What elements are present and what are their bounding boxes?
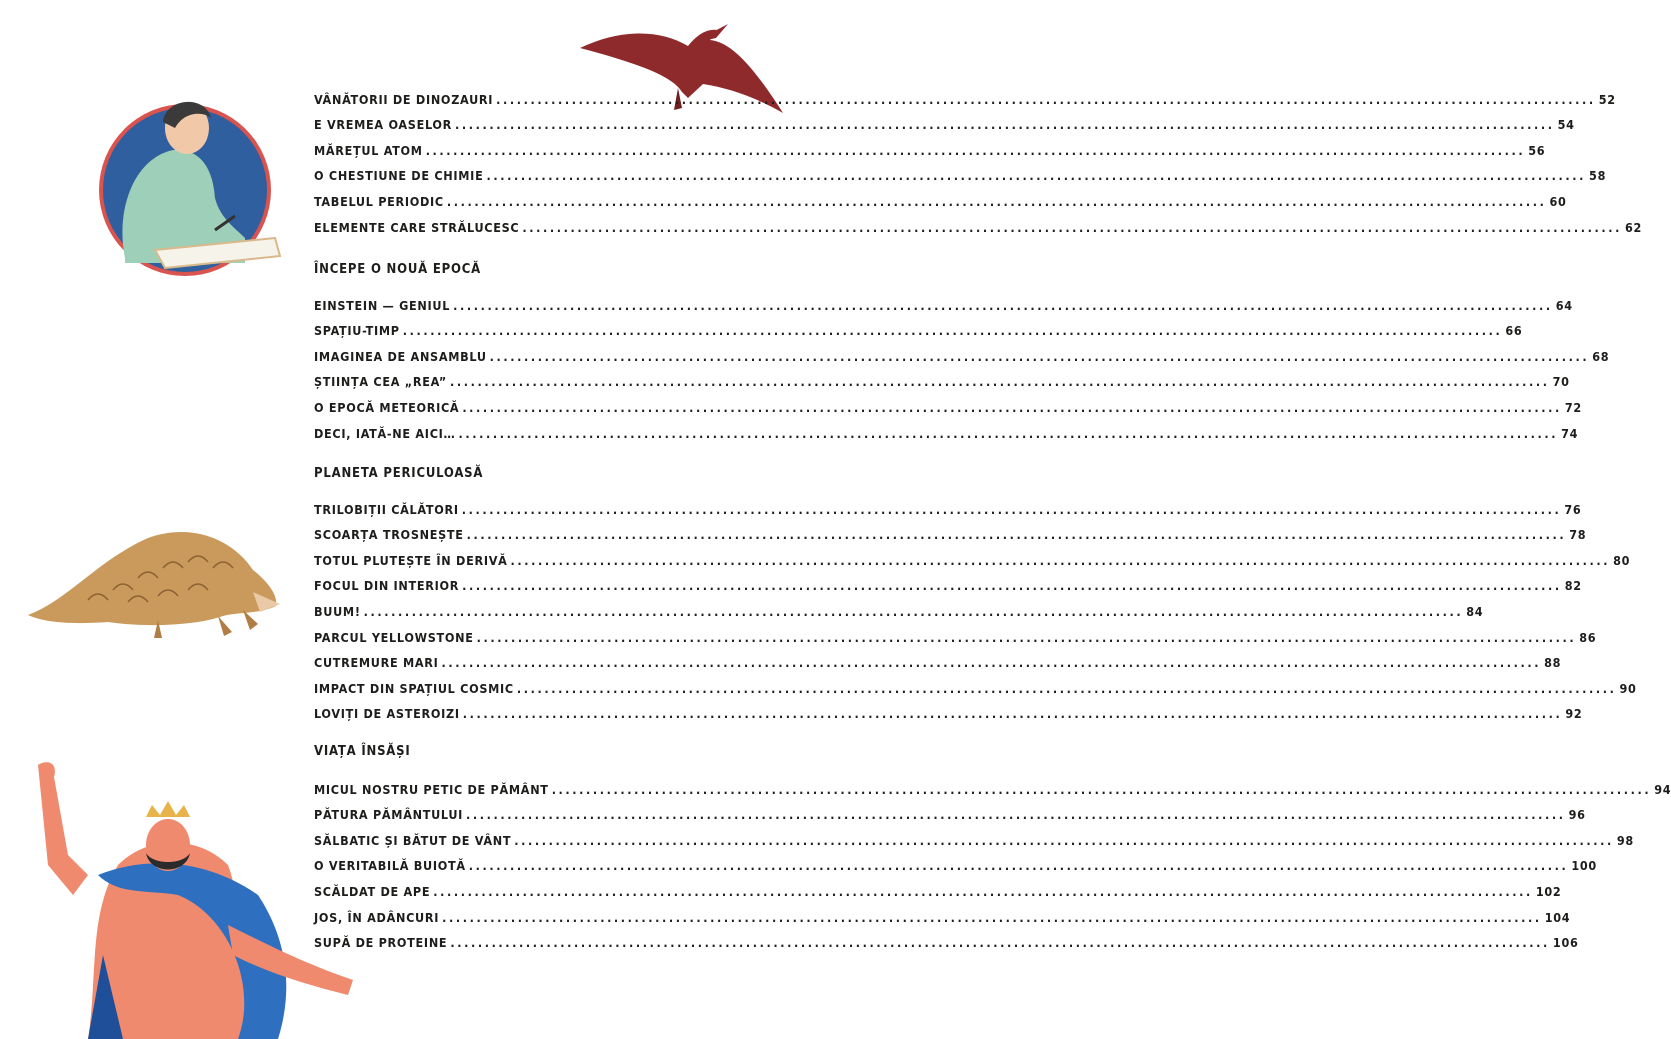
section-heading: VIAȚA ÎNSĂȘI: [314, 744, 411, 759]
toc-entry-page-number: 84: [1466, 603, 1484, 619]
toc-entry-title: IMAGINEA DE ANSAMBLU: [314, 348, 487, 364]
dot-leader: ................................................................................................................................................................: [442, 909, 1542, 925]
scientist-writing-illustration: [95, 88, 285, 283]
toc-entry[interactable]: [314, 157, 1607, 184]
toc-entry[interactable]: [314, 644, 1562, 671]
toc-entry-title: BUUM!: [314, 603, 361, 619]
dot-leader: ................................................................................................................................................................: [455, 117, 1555, 133]
dot-leader: ................................................................................................................................................................: [466, 807, 1566, 823]
toc-entry[interactable]: [314, 796, 1586, 823]
toc-entry-title: PĂTURA PĂMÂNTULUI: [314, 807, 464, 823]
toc-entry[interactable]: [314, 106, 1575, 133]
toc-entry[interactable]: [314, 567, 1582, 594]
toc-entry-page-number: 80: [1613, 552, 1631, 568]
toc-entry-page-number: 102: [1535, 883, 1562, 899]
crowned-king-illustration: [28, 755, 363, 1039]
toc-entry-title: O CHESTIUNE DE CHIMIE: [314, 168, 484, 184]
toc-entry-page-number: 66: [1505, 323, 1523, 339]
toc-entry[interactable]: [314, 924, 1579, 951]
toc-entry[interactable]: [314, 618, 1597, 645]
toc-entry-title: SĂLBATIC ȘI BĂTUT DE VÂNT: [314, 832, 512, 848]
dot-leader: ................................................................................................................................................................: [462, 399, 1562, 415]
section-heading: PLANETA PERICULOASĂ: [314, 466, 484, 481]
dot-leader: ................................................................................................................................................................: [462, 578, 1562, 594]
toc-entry-title: CUTREMURE MARI: [314, 655, 439, 671]
dot-leader: ................................................................................................................................................................: [496, 91, 1596, 107]
toc-entry-page-number: 100: [1571, 858, 1597, 874]
toc-entry[interactable]: [314, 770, 1671, 797]
toc-entry-page-number: 72: [1564, 399, 1582, 415]
toc-entry-page-number: 104: [1544, 909, 1571, 925]
toc-entry-page-number: 54: [1557, 117, 1575, 133]
toc-entry[interactable]: [314, 286, 1573, 313]
toc-entry-page-number: 70: [1552, 374, 1570, 390]
toc-entry-title: TOTUL PLUTEȘTE ÎN DERIVĂ: [314, 552, 508, 568]
toc-entry-page-number: 68: [1592, 348, 1610, 364]
toc-entry[interactable]: [314, 414, 1579, 441]
toc-entry-title: SCOARȚA TROSNEȘTE: [314, 527, 464, 543]
dot-leader: ................................................................................................................................................................: [441, 655, 1542, 671]
toc-entry-title: TRILOBIȚII CĂLĂTORI: [314, 501, 459, 517]
toc-entry[interactable]: [314, 516, 1587, 543]
dot-leader: ................................................................................................................................................................: [446, 193, 1547, 209]
toc-entry-page-number: 98: [1616, 832, 1634, 848]
toc-entry-page-number: 52: [1598, 91, 1616, 107]
toc-entry-title: PARCUL YELLOWSTONE: [314, 629, 474, 645]
toc-entry-page-number: 64: [1555, 297, 1573, 313]
toc-entry[interactable]: [314, 847, 1597, 874]
toc-entry-title: EINSTEIN — GENIUL: [314, 297, 451, 313]
toc-entry-title: MICUL NOSTRU PETIC DE PĂMÂNT: [314, 781, 549, 797]
toc-entry-page-number: 86: [1579, 629, 1597, 645]
dot-leader: ................................................................................................................................................................: [466, 527, 1567, 543]
toc-entry[interactable]: [314, 388, 1582, 415]
toc-entry-page-number: 88: [1544, 655, 1562, 671]
toc-entry-page-number: 74: [1561, 425, 1579, 441]
toc-entry[interactable]: [314, 490, 1582, 517]
dot-leader: ................................................................................................................................................................: [516, 680, 1617, 696]
toc-entry-title: E VREMEA OASELOR: [314, 117, 452, 133]
toc-entry[interactable]: [314, 821, 1634, 848]
toc-entry-title: FOCUL DIN INTERIOR: [314, 578, 460, 594]
toc-entry[interactable]: [314, 182, 1567, 209]
dot-leader: ................................................................................................................................................................: [551, 781, 1652, 797]
toc-entry-page-number: 92: [1565, 706, 1583, 722]
dot-leader: ................................................................................................................................................................: [486, 168, 1587, 184]
toc-entry-title: O EPOCĂ METEORICĂ: [314, 399, 460, 415]
toc-entry-page-number: 78: [1569, 527, 1587, 543]
toc-entry[interactable]: [314, 312, 1523, 339]
dot-leader: ................................................................................................................................................................: [476, 629, 1577, 645]
toc-entry-title: ȘTIINȚA CEA „REA”: [314, 374, 447, 390]
toc-entry-title: IMPACT DIN SPAȚIUL COSMIC: [314, 680, 514, 696]
toc-entry-page-number: 90: [1619, 680, 1637, 696]
toc-entry[interactable]: [314, 695, 1583, 722]
toc-entry-page-number: 58: [1589, 168, 1607, 184]
toc-entry-page-number: 106: [1552, 935, 1579, 951]
toc-entry-page-number: 62: [1624, 219, 1643, 235]
toc-entry[interactable]: [314, 872, 1562, 899]
toc-entry-page-number: 94: [1654, 781, 1671, 797]
dot-leader: ................................................................................................................................................................: [514, 832, 1614, 848]
toc-entry[interactable]: [314, 208, 1643, 235]
toc-entry[interactable]: [314, 363, 1570, 390]
toc-entry-page-number: 82: [1564, 578, 1582, 594]
toc-entry[interactable]: [314, 80, 1616, 107]
toc-entry[interactable]: [314, 337, 1610, 364]
toc-entry-title: VÂNĂTORII DE DINOZAURI: [314, 91, 494, 107]
dot-leader: ................................................................................................................................................................: [363, 603, 1464, 619]
dot-leader: ................................................................................................................................................................: [449, 374, 1550, 390]
toc-entry-page-number: 60: [1549, 193, 1567, 209]
toc-entry-title: ELEMENTE CARE STRĂLUCESC: [314, 219, 520, 235]
toc-entry[interactable]: [314, 131, 1546, 158]
dot-leader: ................................................................................................................................................................: [425, 142, 1526, 158]
dot-leader: ................................................................................................................................................................: [402, 323, 1503, 339]
toc-entry[interactable]: [314, 592, 1484, 619]
dot-leader: ................................................................................................................................................................: [522, 219, 1622, 235]
pangolin-illustration: [28, 520, 283, 645]
toc-entry-title: O VERITABILĂ BUIOTĂ: [314, 858, 466, 874]
dot-leader: ................................................................................................................................................................: [510, 552, 1611, 568]
toc-entry-title: SCĂLDAT DE APE: [314, 883, 431, 899]
toc-entry-title: DECI, IATĂ-NE AICI…: [314, 425, 456, 441]
dot-leader: ................................................................................................................................................................: [458, 425, 1559, 441]
dot-leader: ................................................................................................................................................................: [489, 348, 1590, 364]
dot-leader: ................................................................................................................................................................: [468, 858, 1569, 874]
toc-entry-title: LOVIȚI DE ASTEROIZI: [314, 706, 460, 722]
toc-entry-title: JOS, ÎN ADÂNCURI: [314, 909, 440, 925]
toc-entry-title: TABELUL PERIODIC: [314, 193, 444, 209]
section-heading: ÎNCEPE O NOUĂ EPOCĂ: [314, 262, 482, 277]
toc-entry[interactable]: [314, 898, 1571, 925]
toc-entry-page-number: 76: [1564, 501, 1582, 517]
dot-leader: ................................................................................................................................................................: [433, 883, 1533, 899]
toc-entry[interactable]: [314, 669, 1637, 696]
toc-entry-page-number: 96: [1568, 807, 1586, 823]
dot-leader: ................................................................................................................................................................: [462, 706, 1563, 722]
toc-entry-title: SUPĂ DE PROTEINE: [314, 935, 448, 951]
toc-entry-page-number: 56: [1528, 142, 1546, 158]
dot-leader: ................................................................................................................................................................: [453, 297, 1553, 313]
dot-leader: ................................................................................................................................................................: [450, 935, 1550, 951]
toc-entry[interactable]: [314, 541, 1631, 568]
toc-entry-title: MĂREȚUL ATOM: [314, 142, 423, 158]
toc-entry-title: SPAȚIU-TIMP: [314, 323, 400, 339]
dot-leader: ................................................................................................................................................................: [461, 501, 1562, 517]
